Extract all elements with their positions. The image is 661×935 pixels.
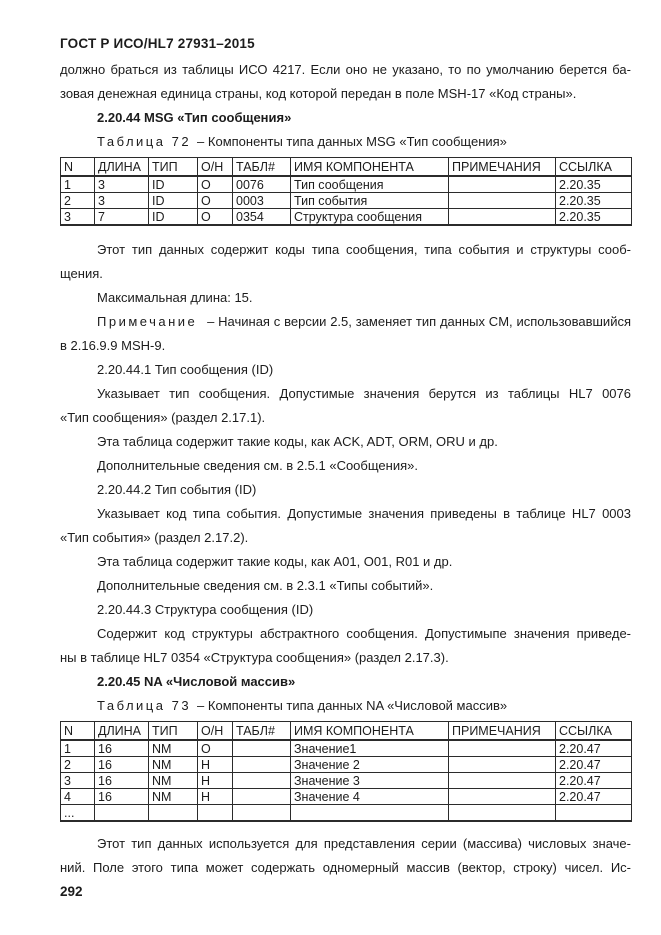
table-cell <box>449 209 556 226</box>
table-cell: 16 <box>95 789 149 805</box>
table-header-cell: ССЫЛКА <box>556 722 632 741</box>
table-header-cell: N <box>61 158 95 177</box>
table-cell: 0076 <box>233 176 291 193</box>
table-cell: Структура сообщения <box>291 209 449 226</box>
table-cell: Значение 4 <box>291 789 449 805</box>
table-cell: Н <box>198 789 233 805</box>
data-table <box>60 721 632 822</box>
paragraph-line: Эта таблица содержит такие коды, как A01, O01, R01 и др. <box>97 554 453 569</box>
table-header-cell: ТИП <box>149 158 198 177</box>
table-header-cell: ИМЯ КОМПОНЕНТА <box>291 722 449 741</box>
table-cell: NM <box>149 789 198 805</box>
table-caption-label: Таблица 72 <box>97 134 192 149</box>
paragraph <box>60 430 631 454</box>
table-header-cell: ТАБЛ# <box>233 158 291 177</box>
table-row <box>61 757 632 773</box>
table-cell: 0003 <box>233 193 291 209</box>
table-cell <box>198 805 233 822</box>
table-cell: 2.20.35 <box>556 176 632 193</box>
table-cell <box>233 805 291 822</box>
table-row <box>61 773 632 789</box>
subsection-heading: 2.20.44.1 Тип сообщения (ID) <box>97 362 274 377</box>
table-caption-text: – Компоненты типа данных MSG «Тип сообщения» <box>197 134 507 149</box>
table-header-cell: ПРИМЕЧАНИЯ <box>449 722 556 741</box>
table-row <box>61 740 632 757</box>
paragraph-line: «Тип события» (раздел 2.17.2). <box>60 530 249 545</box>
table-cell: О <box>198 209 233 226</box>
paragraph <box>60 454 631 478</box>
table-cell: Н <box>198 757 233 773</box>
paragraph <box>60 574 631 598</box>
table-cell: 1 <box>61 176 95 193</box>
table-cell: 0354 <box>233 209 291 226</box>
table-cell: ... <box>61 805 95 822</box>
table-row <box>61 789 632 805</box>
paragraph-line: щения. <box>60 266 103 281</box>
table-header-cell: ДЛИНА <box>95 158 149 177</box>
table-cell: 2.20.47 <box>556 789 632 805</box>
paragraph <box>60 832 631 880</box>
table-caption <box>60 130 631 154</box>
paragraph-line: Содержит код структуры абстрактного сообщения. Допустимыпе значения приведе- <box>97 626 631 641</box>
table-cell: 16 <box>95 740 149 757</box>
table-header-cell: ССЫЛКА <box>556 158 632 177</box>
table-caption <box>60 694 631 718</box>
table-row <box>61 176 632 193</box>
table-cell: Н <box>198 773 233 789</box>
table-cell: 1 <box>61 740 95 757</box>
data-table <box>60 157 632 226</box>
paragraph <box>60 382 631 430</box>
table-cell <box>233 789 291 805</box>
paragraph-line: Указывает тип сообщения. Допустимые значения берутся из таблицы HL7 0076 <box>97 386 631 401</box>
table-row <box>61 193 632 209</box>
table-body <box>61 740 632 821</box>
table-header-row <box>61 722 632 741</box>
table-cell <box>149 805 198 822</box>
table-cell <box>233 773 291 789</box>
table-cell: 7 <box>95 209 149 226</box>
table-cell: 2.20.35 <box>556 209 632 226</box>
spacer <box>60 822 631 832</box>
paragraph-line: Этот тип данных содержит коды типа сообщения, типа события и структуры сооб- <box>97 242 631 257</box>
table-head <box>61 158 632 177</box>
table-cell: NM <box>149 740 198 757</box>
paragraph-line: зовая денежная единица страны, код которой передан в поле MSH-17 «Код страны». <box>60 86 577 101</box>
table-cell <box>449 176 556 193</box>
table-cell: Тип события <box>291 193 449 209</box>
table-header-cell: ДЛИНА <box>95 722 149 741</box>
paragraph <box>60 550 631 574</box>
table-cell: 2.20.47 <box>556 773 632 789</box>
paragraph-line: «Тип сообщения» (раздел 2.17.1). <box>60 410 266 425</box>
table-row <box>61 805 632 822</box>
table-cell <box>233 757 291 773</box>
table-cell: 3 <box>95 193 149 209</box>
paragraph <box>60 286 631 310</box>
section-heading: 2.20.44 MSG «Тип сообщения» <box>97 110 292 125</box>
paragraph-line: ний. Поле этого типа может содержать одномерный массив (вектор, строку) чисел. Ис- <box>60 860 631 875</box>
table-cell <box>449 805 556 822</box>
paragraph-line: Дополнительные сведения см. в 2.5.1 «Сообщения». <box>97 458 418 473</box>
table-cell: NM <box>149 773 198 789</box>
table-header-row <box>61 158 632 177</box>
paragraph-line: Эта таблица содержит такие коды, как ACK, ADT, ORM, ORU и др. <box>97 434 498 449</box>
paragraph <box>60 238 631 286</box>
table-cell <box>449 193 556 209</box>
table-header-cell: ТИП <box>149 722 198 741</box>
paragraph-line: Этот тип данных используется для представления серии (массива) числовых значе- <box>97 836 631 851</box>
table-header-cell: О/Н <box>198 158 233 177</box>
table-cell: 4 <box>61 789 95 805</box>
table-cell: 2.20.35 <box>556 193 632 209</box>
paragraph-line: Примечание – Начиная с версии 2.5, заменяет тип данных CM, использовавшийся <box>97 314 631 329</box>
table-cell <box>233 740 291 757</box>
table-cell: Значение 2 <box>291 757 449 773</box>
paragraph-line: ны в таблице HL7 0354 «Структура сообщения» (раздел 2.17.3). <box>60 650 449 665</box>
table-cell: 16 <box>95 757 149 773</box>
page-number: 292 <box>60 884 83 899</box>
table-cell: ID <box>149 193 198 209</box>
table-cell: О <box>198 176 233 193</box>
table-cell <box>449 740 556 757</box>
table-header-cell: ИМЯ КОМПОНЕНТА <box>291 158 449 177</box>
table-cell: Значение 3 <box>291 773 449 789</box>
table-cell <box>291 805 449 822</box>
table-cell: Значение1 <box>291 740 449 757</box>
table-caption-label: Таблица 73 <box>97 698 192 713</box>
table-cell <box>449 773 556 789</box>
table-cell: О <box>198 740 233 757</box>
table-cell: 2 <box>61 757 95 773</box>
table-cell <box>449 757 556 773</box>
table-cell: 3 <box>61 773 95 789</box>
table-cell: 2.20.47 <box>556 740 632 757</box>
paragraph-line: Максимальная длина: 15. <box>97 290 253 305</box>
table-cell <box>556 805 632 822</box>
table-cell: 3 <box>95 176 149 193</box>
table-cell: ID <box>149 176 198 193</box>
subsection-heading: 2.20.44.3 Структура сообщения (ID) <box>97 602 314 617</box>
subsection-heading: 2.20.44.2 Тип события (ID) <box>97 482 257 497</box>
table-cell: Тип сообщения <box>291 176 449 193</box>
section-heading: 2.20.45 NA «Числовой массив» <box>97 674 296 689</box>
table-header-cell: N <box>61 722 95 741</box>
paragraph-line: должно браться из таблицы ИСО 4217. Если оно не указано, то по умолчанию берется ба- <box>60 62 631 77</box>
table-body <box>61 176 632 225</box>
paragraph <box>60 58 631 106</box>
spacer <box>60 226 631 238</box>
table-cell: 2.20.47 <box>556 757 632 773</box>
table-cell: NM <box>149 757 198 773</box>
doc-content <box>60 58 631 880</box>
table-cell: 2 <box>61 193 95 209</box>
note-paragraph <box>60 310 631 358</box>
table-cell <box>449 789 556 805</box>
doc-header-title: ГОСТ Р ИСО/HL7 27931–2015 <box>60 36 255 51</box>
table-row <box>61 209 632 226</box>
paragraph-line: Дополнительные сведения см. в 2.3.1 «Типы событий». <box>97 578 434 593</box>
table-caption-text: – Компоненты типа данных NA «Числовой массив» <box>197 698 508 713</box>
table-header-cell: О/Н <box>198 722 233 741</box>
paragraph-line: в 2.16.9.9 MSH-9. <box>60 338 166 353</box>
table-cell: 16 <box>95 773 149 789</box>
table-cell: О <box>198 193 233 209</box>
table-header-cell: ТАБЛ# <box>233 722 291 741</box>
table-head <box>61 722 632 741</box>
note-label: Примечание <box>97 314 198 329</box>
paragraph <box>60 502 631 550</box>
table-cell <box>95 805 149 822</box>
table-header-cell: ПРИМЕЧАНИЯ <box>449 158 556 177</box>
table-cell: 3 <box>61 209 95 226</box>
table-cell: ID <box>149 209 198 226</box>
paragraph-line: Указывает код типа события. Допустимые значения приведены в таблице HL7 0003 <box>97 506 631 521</box>
paragraph <box>60 622 631 670</box>
